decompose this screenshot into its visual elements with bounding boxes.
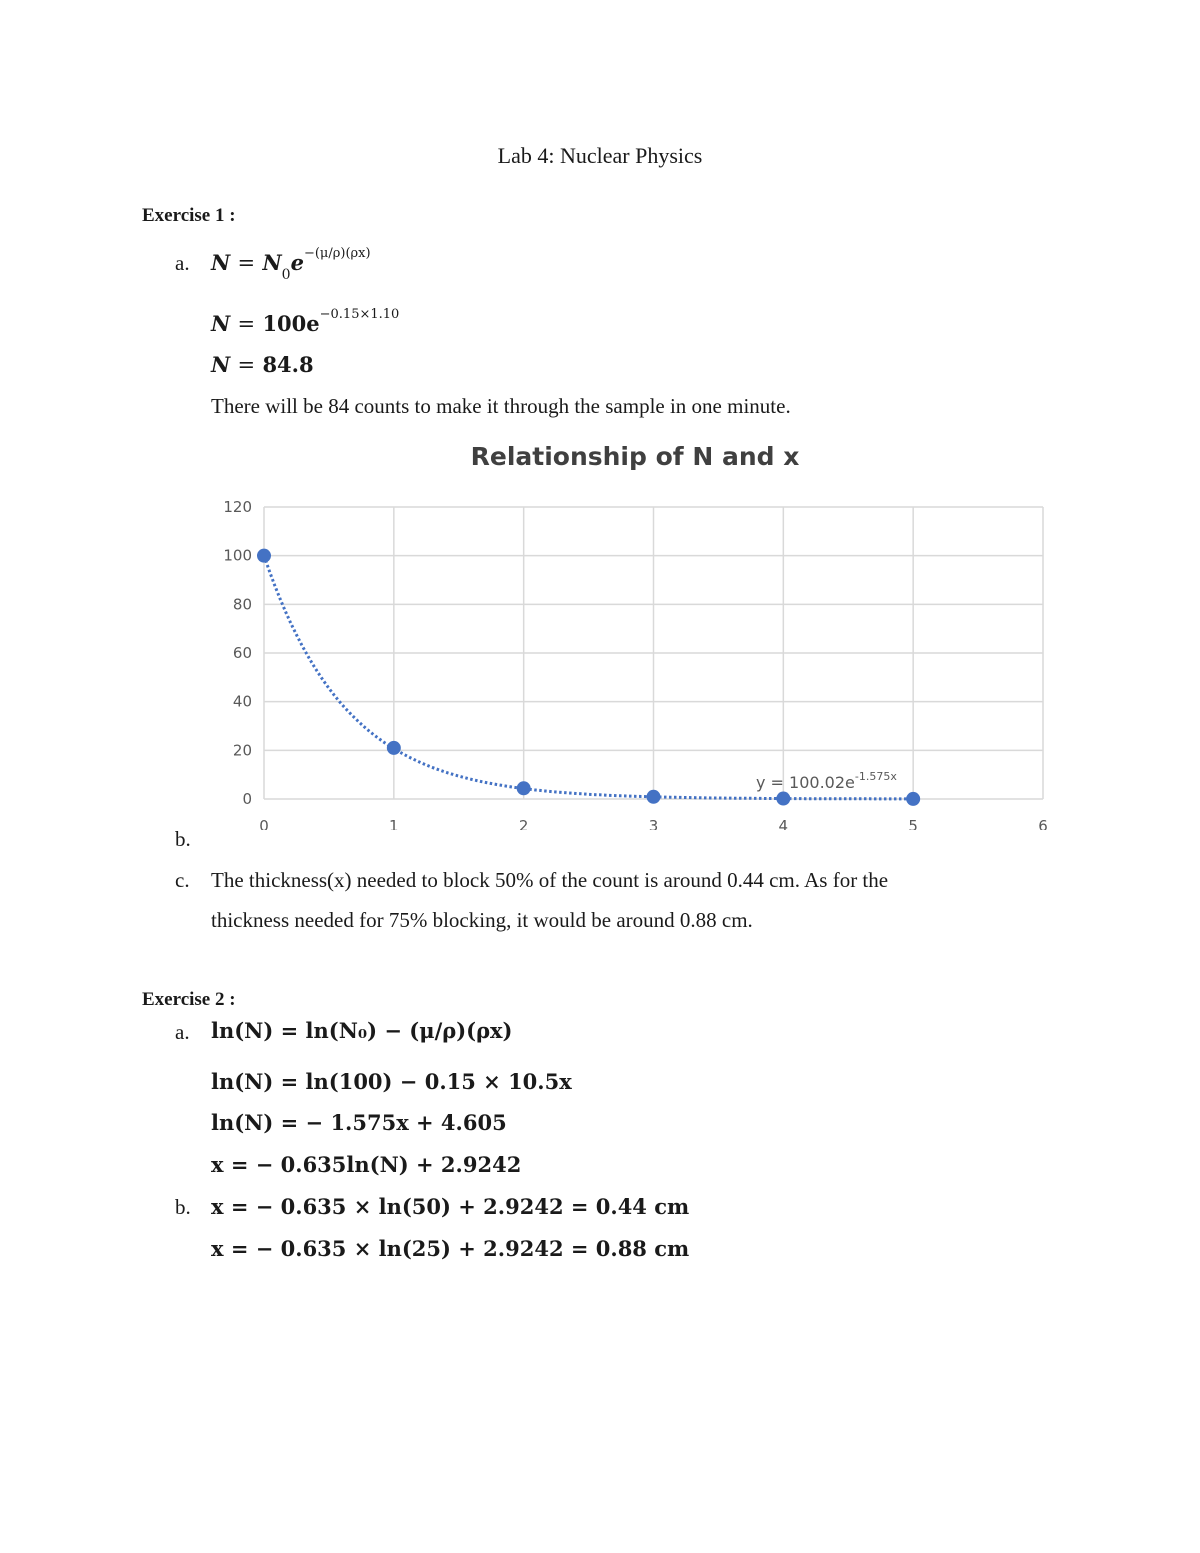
- x-tick-label: 6: [1038, 817, 1048, 830]
- trendline-equation-exponent: -1.575x: [854, 770, 897, 783]
- y-tick-label: 40: [232, 692, 252, 711]
- equation-log-linear: ln(N) = − 1.575x + 4.605: [211, 1110, 507, 1135]
- data-point: [906, 792, 920, 806]
- exercise-2-heading: Exercise 2 :: [142, 989, 236, 1010]
- exercise-2-b-label: b.: [175, 1195, 191, 1219]
- exercise-1-heading: Exercise 1 :: [142, 205, 236, 226]
- eq-equals: =: [237, 312, 256, 336]
- equation-substitution: [211, 307, 400, 336]
- eq-subscript: 0: [281, 267, 291, 283]
- chart-grid: [264, 507, 1043, 799]
- decay-chart: [200, 435, 1060, 830]
- data-point: [776, 792, 790, 806]
- exercise-1-c-answer-line1: The thickness(x) needed to block 50% of the count is around 0.44 cm. As for the: [211, 868, 889, 892]
- eq-equals: =: [237, 353, 256, 377]
- y-tick-label: 120: [223, 498, 252, 516]
- eq-lhs: N: [211, 250, 231, 275]
- y-tick-label: 0: [242, 790, 252, 808]
- x-tick-label: 5: [908, 817, 918, 830]
- eq-rhs: 84.8: [262, 352, 314, 377]
- document-title: Lab 4: Nuclear Physics: [497, 143, 703, 168]
- equation-solve-x: x = − 0.635ln(N) + 2.9242: [211, 1152, 522, 1177]
- equation-log-substitution: ln(N) = ln(100) − 0.15 × 10.5x: [211, 1069, 572, 1094]
- eq-equals: =: [237, 251, 256, 275]
- exercise-1-a-label: a.: [175, 251, 190, 275]
- equation-log-form: ln(N) = ln(N₀) − (μ/ρ)(ρx): [211, 1018, 513, 1043]
- eq-lhs: N: [211, 352, 231, 377]
- x-tick-label: 2: [518, 817, 529, 830]
- trendline-equation-base: y = 100.02e: [756, 773, 855, 792]
- equation-x-50-percent: x = − 0.635 × ln(50) + 2.9242 = 0.44 cm: [211, 1194, 690, 1219]
- eq-exponent: −0.15×1.10: [319, 307, 400, 322]
- y-tick-label: 100: [223, 546, 252, 565]
- eq-exponent: −(μ/ρ)(ρx): [303, 246, 371, 261]
- equation-result: [211, 352, 314, 377]
- trendline-equation: [756, 770, 897, 792]
- data-point: [517, 781, 531, 795]
- data-point: [647, 790, 661, 804]
- y-tick-label: 80: [232, 595, 252, 614]
- data-point: [257, 549, 271, 563]
- chart-title: Relationship of N and x: [470, 442, 800, 471]
- equation-attenuation-law: [211, 246, 371, 283]
- trendline: [264, 556, 913, 799]
- eq-base: e: [290, 250, 304, 275]
- chart-ticks: [223, 498, 1047, 830]
- y-tick-label: 20: [232, 741, 252, 760]
- data-point: [387, 741, 401, 755]
- exercise-1-b-label: b.: [175, 827, 191, 851]
- eq-rhs: N: [262, 250, 282, 275]
- x-tick-label: 3: [648, 817, 659, 830]
- x-tick-label: 0: [259, 817, 269, 830]
- data-points: [257, 549, 920, 806]
- exercise-2-a-label: a.: [175, 1020, 190, 1044]
- equation-x-75-percent: x = − 0.635 × ln(25) + 2.9242 = 0.88 cm: [211, 1236, 690, 1261]
- eq-lhs: N: [211, 311, 231, 336]
- exercise-1-c-answer-line2: thickness needed for 75% blocking, it would be around 0.88 cm.: [211, 908, 753, 932]
- y-tick-label: 60: [232, 644, 252, 662]
- x-tick-label: 4: [778, 817, 789, 830]
- x-tick-label: 1: [389, 817, 399, 830]
- exercise-1-c-label: c.: [175, 868, 190, 892]
- eq-rhs: 100e: [262, 311, 320, 336]
- exercise-1-a-answer: There will be 84 counts to make it through the sample in one minute.: [211, 394, 791, 418]
